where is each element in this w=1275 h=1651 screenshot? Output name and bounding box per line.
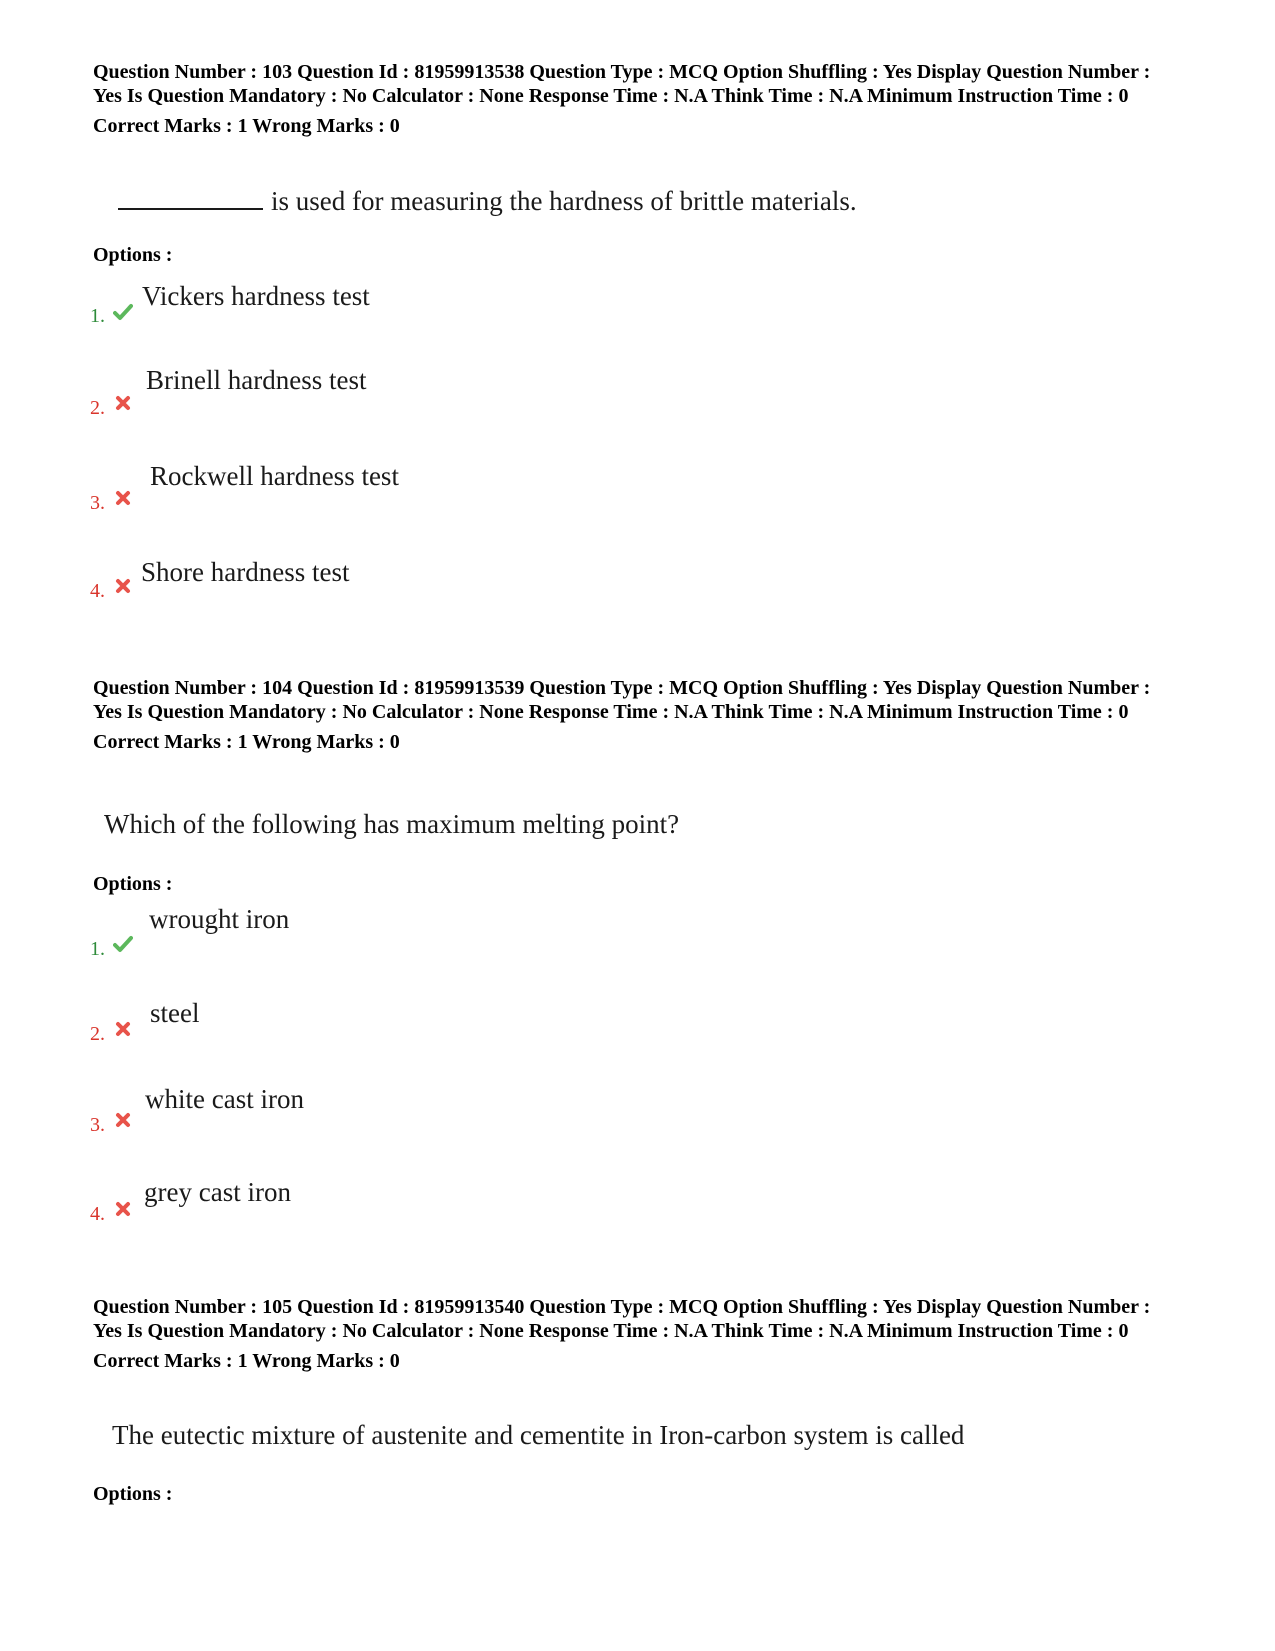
cross-icon — [113, 1199, 133, 1219]
cross-icon — [113, 393, 133, 413]
option-number: 4. — [90, 580, 105, 602]
option-number: 3. — [90, 1114, 105, 1136]
options-label: Options : — [93, 873, 173, 895]
question-marks: Correct Marks : 1 Wrong Marks : 0 — [93, 731, 400, 753]
option-text: Rockwell hardness test — [150, 461, 399, 491]
question-meta: Question Number : 105 Question Id : 81959913540 Question Type : MCQ Option Shuffling : Yes Display Question Number : Yes Is Question Mandatory : No Calculator : None Response Time : N.A Think Time : N.A Minimum Instruction Time : 0 — [93, 1296, 1151, 1342]
options-label: Options : — [93, 1483, 173, 1505]
option-text: white cast iron — [145, 1084, 304, 1114]
question-meta: Question Number : 104 Question Id : 81959913539 Question Type : MCQ Option Shuffling : Yes Display Question Number : Yes Is Question Mandatory : No Calculator : None Response Time : N.A Think Time : N.A Minimum Instruction Time : 0 — [93, 677, 1151, 723]
check-icon — [113, 934, 133, 954]
option-text: wrought iron — [149, 904, 290, 934]
option-text: Vickers hardness test — [142, 281, 370, 311]
question-105-header — [93, 1295, 1183, 1373]
cross-icon — [113, 1110, 133, 1130]
option-text: steel — [150, 998, 200, 1028]
question-marks: Correct Marks : 1 Wrong Marks : 0 — [93, 1350, 400, 1372]
options-label: Options : — [93, 244, 173, 266]
cross-icon — [113, 576, 133, 596]
question-104-text: Which of the following has maximum melting point? — [104, 809, 680, 839]
question-103-header — [93, 60, 1183, 138]
option-text: Shore hardness test — [141, 557, 350, 587]
option-number: 1. — [90, 305, 105, 327]
option-number: 4. — [90, 1203, 105, 1225]
question-text-body: is used for measuring the hardness of brittle materials. — [271, 186, 857, 216]
option-number: 2. — [90, 1023, 105, 1045]
option-text: grey cast iron — [144, 1177, 291, 1207]
question-105-text: The eutectic mixture of austenite and cementite in Iron-carbon system is called — [112, 1420, 965, 1450]
cross-icon — [113, 1019, 133, 1039]
question-103-text — [118, 184, 857, 217]
question-104-header — [93, 676, 1183, 754]
option-number: 1. — [90, 938, 105, 960]
check-icon — [113, 302, 133, 322]
question-marks: Correct Marks : 1 Wrong Marks : 0 — [93, 115, 400, 137]
option-number: 2. — [90, 397, 105, 419]
option-number: 3. — [90, 492, 105, 514]
question-meta: Question Number : 103 Question Id : 81959913538 Question Type : MCQ Option Shuffling : Yes Display Question Number : Yes Is Question Mandatory : No Calculator : None Response Time : N.A Think Time : N.A Minimum Instruction Time : 0 — [93, 61, 1151, 107]
option-text: Brinell hardness test — [146, 365, 367, 395]
answer-blank — [118, 184, 263, 210]
cross-icon — [113, 488, 133, 508]
